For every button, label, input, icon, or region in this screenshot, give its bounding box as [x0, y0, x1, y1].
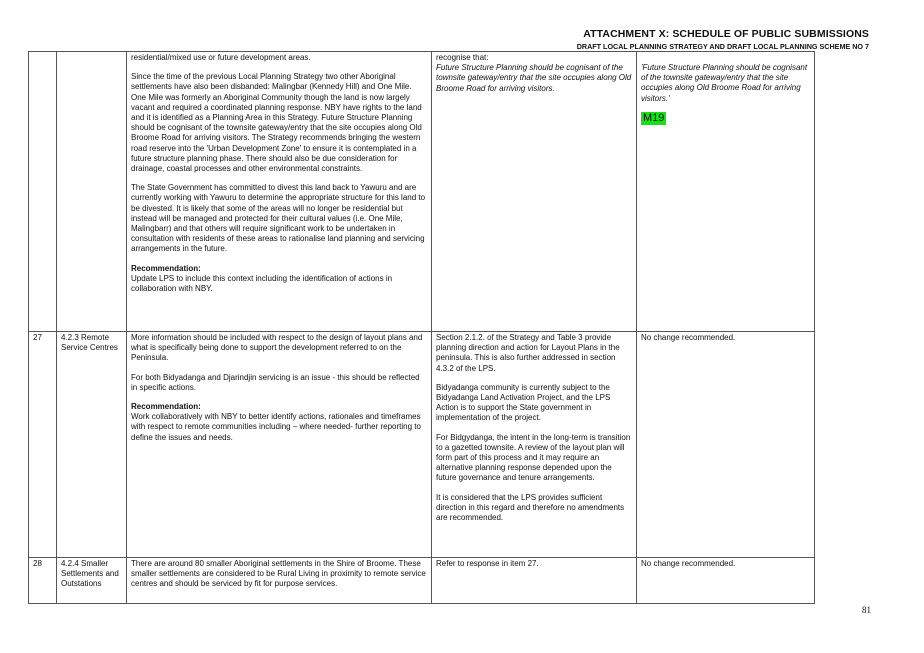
submission-paragraph: There are around 80 smaller Aboriginal settlements in the Shire of Broome. These smaller settlements are considered to be Rural Living in proximity to remote service centres and should be serviced by fit for purpose services. [131, 559, 426, 589]
submission-paragraph: Since the time of the previous Local Planning Strategy two other Aboriginal settlements have also been disbanded: Malingbar (Kennedy Hill) and One Mile. One Mile was formerly an Aboriginal Community though the land is now largely vacant and required a coordinated planning response. NBY have rights to the land and it is identified as a Planning Area in this Strategy. Future Structure Planning should be cognisant of the townsite gateway/entry that the site occupies along Old Broome Road for arriving visitors. The Strategy recommends bringing the western road reserve into the 'Urban Development Zone' to ensure it is contemplated in a future structure planning phase. There should also be due consideration for drainage, coastal processes and other environmental constraints. [131, 72, 422, 174]
submission-paragraph: More information should be included with respect to the design of layout plans and what is specifically being done to support the development referred to on the Peninsula. [131, 333, 423, 363]
row-number [29, 52, 57, 332]
page-number: 81 [862, 605, 871, 615]
submission-cell [127, 52, 432, 332]
row-number: 27 [29, 332, 57, 558]
modification-text: No change recommended. [641, 333, 736, 342]
modification-text: 'Future Structure Planning should be cognisant of the townsite gateway/entry that the site occupies along Old Broome Road for arriving visitors.' [641, 63, 808, 103]
modification-text: No change recommended. [641, 559, 736, 568]
table-row [29, 332, 815, 558]
response-paragraph: It is considered that the LPS provides sufficient direction in this regard and therefore no amendments are recommended. [436, 492, 625, 523]
modification-tag: M19 [643, 111, 665, 124]
submission-paragraph: The State Government has committed to divest this land back to Yawuru and are currently working with Yawuru to determine the appropriate structure for this land to be divested. It is likely that some of the areas will no longer be residential but instead will be managed and protected for their cultural values (i.e. One Mile, Malingbarr) and that others will require significant work to be undertaken in consultation with residents of these areas to rationalise land planning and servicing arrangements in the future. [131, 183, 426, 254]
response-cell [432, 52, 637, 332]
response-intro: recognise that: [436, 53, 489, 62]
recommendation-text: Work collaboratively with NBY to better identify actions, rationales and timeframes with respect to remote communities including – where needed- further reporting to define the issues and needs. [131, 412, 421, 442]
row-topic [57, 52, 127, 332]
recommendation-label: Recommendation: [131, 402, 201, 412]
row-number: 28 [29, 558, 57, 604]
submission-cell [127, 558, 432, 604]
modification-cell [637, 332, 815, 558]
table-row [29, 52, 815, 332]
submission-paragraph: For both Bidyadanga and Djarindjin servicing is an issue - this should be reflected in specific actions. [131, 372, 420, 392]
row-topic: 4.2.3 Remote Service Centres [57, 332, 127, 558]
response-italic-text: Future Structure Planning should be cognisant of the townsite gateway/entry that the site occupies along Old Broome Road for arriving visitors. [436, 63, 632, 93]
document-title: ATTACHMENT X: SCHEDULE OF PUBLIC SUBMISSIONS [583, 28, 869, 40]
modification-cell [637, 558, 815, 604]
submission-paragraph: residential/mixed use or future development areas. [131, 53, 311, 62]
submission-cell [127, 332, 432, 558]
response-paragraph: For Bidgydanga, the intent in the long-term is transition to a gazetted townsite. A review of the layout plan will form part of this process and it may require an alternative planning response depended upon the future governance and tenure arrangements. [436, 432, 631, 483]
response-cell [432, 558, 637, 604]
response-paragraph: Bidyadanga community is currently subject to the Bidyadanga Land Activation Project, and the LPS Action is to support the State government in implementation of the project. [436, 382, 611, 423]
response-paragraph: Section 2.1.2. of the Strategy and Table 3 provide planning direction and action for Layout Plans in the peninsula. This is also further addressed in section 4.3.2 of the LPS. [436, 333, 620, 373]
document-subtitle: DRAFT LOCAL PLANNING STRATEGY AND DRAFT LOCAL PLANNING SCHEME NO 7 [576, 42, 869, 51]
recommendation-label: Recommendation: [131, 263, 201, 273]
table-row [29, 558, 815, 604]
modification-cell [637, 52, 815, 332]
response-cell [432, 332, 637, 558]
recommendation-text: Update LPS to include this context including the identification of actions in collaboration with NBY. [131, 273, 393, 294]
row-topic: 4.2.4 Smaller Settlements and Outstations [57, 558, 127, 604]
submissions-table [28, 51, 815, 604]
response-paragraph: Refer to response in item 27. [436, 559, 539, 568]
